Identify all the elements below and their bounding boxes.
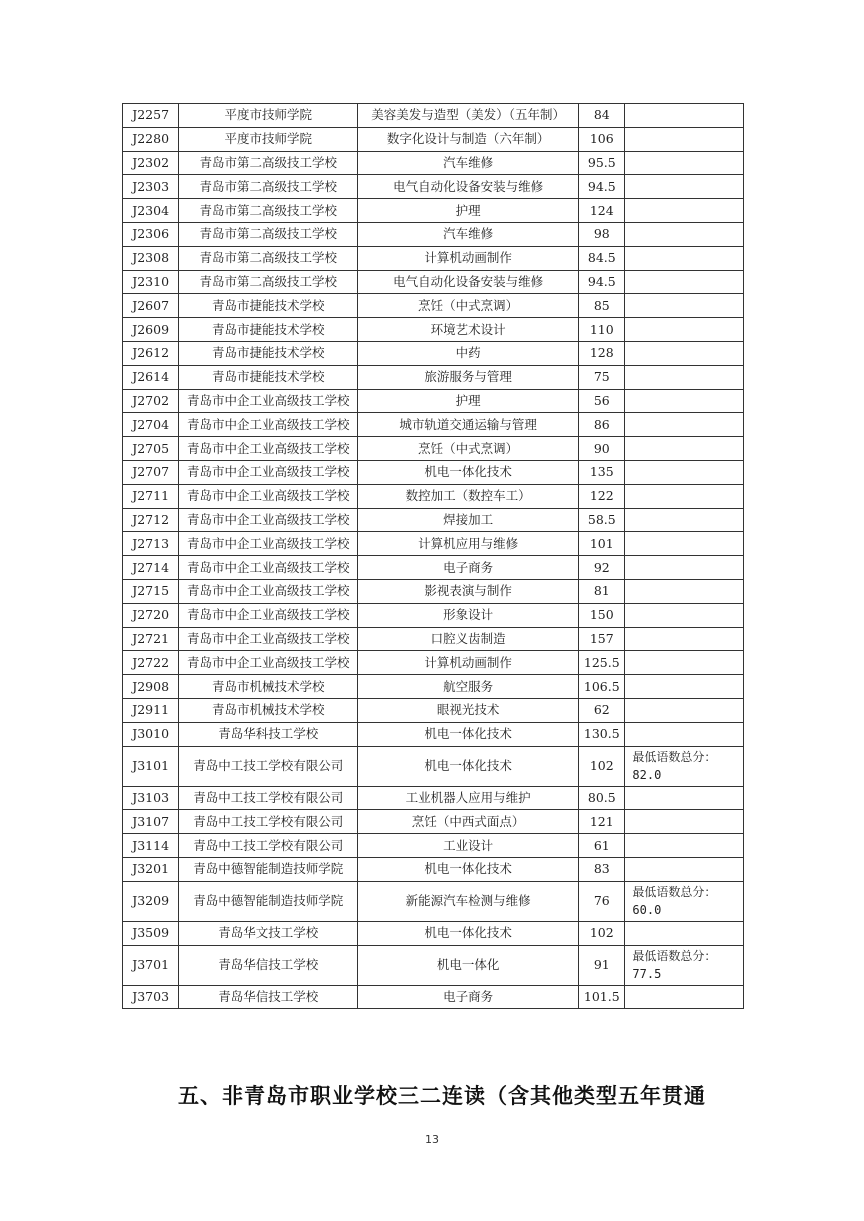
note-cell [625, 460, 744, 484]
code-cell: J3703 [123, 985, 179, 1009]
code-cell: J2705 [123, 437, 179, 461]
score-cell: 91 [579, 945, 625, 985]
code-cell: J2702 [123, 389, 179, 413]
school-cell: 青岛市中企工业高级技工学校 [179, 556, 358, 580]
major-cell: 电子商务 [358, 556, 579, 580]
table-row [123, 484, 744, 508]
code-cell: J2607 [123, 294, 179, 318]
major-cell: 焊接加工 [358, 508, 579, 532]
major-cell: 眼视光技术 [358, 698, 579, 722]
major-cell: 汽车维修 [358, 222, 579, 246]
code-cell: J2911 [123, 698, 179, 722]
table-row [123, 810, 744, 834]
table-row [123, 786, 744, 810]
major-cell: 电气自动化设备安装与维修 [358, 175, 579, 199]
note-cell [625, 786, 744, 810]
major-cell: 影视表演与制作 [358, 579, 579, 603]
school-cell: 青岛市第二高级技工学校 [179, 270, 358, 294]
note-cell [625, 365, 744, 389]
note-cell [625, 199, 744, 223]
code-cell: J2257 [123, 104, 179, 128]
score-cell: 121 [579, 810, 625, 834]
major-cell: 护理 [358, 389, 579, 413]
major-cell: 计算机应用与维修 [358, 532, 579, 556]
major-cell: 计算机动画制作 [358, 246, 579, 270]
school-cell: 青岛市中企工业高级技工学校 [179, 651, 358, 675]
school-cell: 青岛中工技工学校有限公司 [179, 786, 358, 810]
school-cell: 青岛市中企工业高级技工学校 [179, 437, 358, 461]
page-number: 13 [425, 1133, 439, 1146]
major-cell: 工业设计 [358, 834, 579, 858]
table-row [123, 651, 744, 675]
major-cell: 新能源汽车检测与维修 [358, 881, 579, 921]
school-cell: 青岛市中企工业高级技工学校 [179, 532, 358, 556]
score-cell: 84.5 [579, 246, 625, 270]
code-cell: J2612 [123, 341, 179, 365]
table-row [123, 556, 744, 580]
code-cell: J2720 [123, 603, 179, 627]
school-cell: 青岛市捷能技术学校 [179, 341, 358, 365]
note-cell [625, 175, 744, 199]
table-row [123, 175, 744, 199]
score-cell: 92 [579, 556, 625, 580]
code-cell: J3509 [123, 921, 179, 945]
school-cell: 青岛市机械技术学校 [179, 698, 358, 722]
note-cell [625, 675, 744, 699]
score-cell: 58.5 [579, 508, 625, 532]
major-cell: 机电一体化技术 [358, 746, 579, 786]
table-row [123, 532, 744, 556]
table-row [123, 413, 744, 437]
major-cell: 形象设计 [358, 603, 579, 627]
score-cell: 80.5 [579, 786, 625, 810]
note-cell [625, 437, 744, 461]
score-cell: 124 [579, 199, 625, 223]
score-cell: 110 [579, 318, 625, 342]
code-cell: J2303 [123, 175, 179, 199]
note-cell [625, 556, 744, 580]
major-cell: 烹饪（中式烹调） [358, 294, 579, 318]
code-cell: J2614 [123, 365, 179, 389]
score-cell: 62 [579, 698, 625, 722]
school-cell: 青岛中德智能制造技师学院 [179, 857, 358, 881]
major-cell: 护理 [358, 199, 579, 223]
school-cell: 平度市技师学院 [179, 104, 358, 128]
school-cell: 青岛市第二高级技工学校 [179, 151, 358, 175]
code-cell: J3101 [123, 746, 179, 786]
major-cell: 汽车维修 [358, 151, 579, 175]
table-row [123, 921, 744, 945]
school-cell: 青岛市第二高级技工学校 [179, 175, 358, 199]
code-cell: J2712 [123, 508, 179, 532]
major-cell: 口腔义齿制造 [358, 627, 579, 651]
table-row [123, 857, 744, 881]
school-cell: 青岛市机械技术学校 [179, 675, 358, 699]
table-row [123, 603, 744, 627]
school-cell: 青岛市中企工业高级技工学校 [179, 413, 358, 437]
score-cell: 94.5 [579, 175, 625, 199]
score-cell: 101 [579, 532, 625, 556]
score-cell: 102 [579, 746, 625, 786]
score-cell: 106 [579, 127, 625, 151]
score-cell: 61 [579, 834, 625, 858]
table-row [123, 222, 744, 246]
note-cell [625, 389, 744, 413]
score-cell: 157 [579, 627, 625, 651]
score-cell: 84 [579, 104, 625, 128]
table-row [123, 985, 744, 1009]
score-cell: 81 [579, 579, 625, 603]
major-cell: 机电一体化技术 [358, 921, 579, 945]
school-cell: 青岛华信技工学校 [179, 945, 358, 985]
school-cell: 青岛市中企工业高级技工学校 [179, 603, 358, 627]
school-cell: 青岛市中企工业高级技工学校 [179, 579, 358, 603]
note-cell [625, 270, 744, 294]
major-cell: 数字化设计与制造（六年制） [358, 127, 579, 151]
code-cell: J3701 [123, 945, 179, 985]
code-cell: J3209 [123, 881, 179, 921]
note-cell [625, 722, 744, 746]
note-cell [625, 698, 744, 722]
note-cell [625, 651, 744, 675]
admission-score-table [122, 103, 744, 1009]
code-cell: J2280 [123, 127, 179, 151]
code-cell: J2908 [123, 675, 179, 699]
major-cell: 美容美发与造型（美发）（五年制） [358, 104, 579, 128]
code-cell: J2306 [123, 222, 179, 246]
major-cell: 机电一体化技术 [358, 857, 579, 881]
note-cell [625, 318, 744, 342]
section-heading: 五、非青岛市职业学校三二连读（含其他类型五年贯通 [178, 1084, 706, 1108]
code-cell: J2722 [123, 651, 179, 675]
score-cell: 76 [579, 881, 625, 921]
table-row [123, 627, 744, 651]
major-cell: 城市轨道交通运输与管理 [358, 413, 579, 437]
note-cell [625, 127, 744, 151]
table-row [123, 698, 744, 722]
table-row [123, 104, 744, 128]
major-cell: 中药 [358, 341, 579, 365]
major-cell: 机电一体化技术 [358, 722, 579, 746]
note-cell [625, 508, 744, 532]
code-cell: J2711 [123, 484, 179, 508]
table-row [123, 881, 744, 921]
code-cell: J2302 [123, 151, 179, 175]
code-cell: J2308 [123, 246, 179, 270]
major-cell: 机电一体化 [358, 945, 579, 985]
note-cell [625, 985, 744, 1009]
table-row [123, 127, 744, 151]
school-cell: 青岛市第二高级技工学校 [179, 199, 358, 223]
table-row [123, 341, 744, 365]
code-cell: J3107 [123, 810, 179, 834]
major-cell: 计算机动画制作 [358, 651, 579, 675]
note-cell [625, 627, 744, 651]
score-cell: 94.5 [579, 270, 625, 294]
school-cell: 青岛中德智能制造技师学院 [179, 881, 358, 921]
major-cell: 机电一体化技术 [358, 460, 579, 484]
code-cell: J2310 [123, 270, 179, 294]
table-row [123, 460, 744, 484]
score-cell: 95.5 [579, 151, 625, 175]
table-row [123, 294, 744, 318]
score-cell: 128 [579, 341, 625, 365]
table-row [123, 270, 744, 294]
school-cell: 青岛中工技工学校有限公司 [179, 834, 358, 858]
note-cell [625, 246, 744, 270]
school-cell: 青岛市中企工业高级技工学校 [179, 460, 358, 484]
school-cell: 青岛市捷能技术学校 [179, 294, 358, 318]
score-cell: 98 [579, 222, 625, 246]
score-cell: 106.5 [579, 675, 625, 699]
note-cell [625, 810, 744, 834]
school-cell: 青岛中工技工学校有限公司 [179, 746, 358, 786]
school-cell: 青岛市中企工业高级技工学校 [179, 627, 358, 651]
major-cell: 航空服务 [358, 675, 579, 699]
code-cell: J2713 [123, 532, 179, 556]
score-cell: 75 [579, 365, 625, 389]
code-cell: J2714 [123, 556, 179, 580]
table-row [123, 246, 744, 270]
code-cell: J2707 [123, 460, 179, 484]
school-cell: 平度市技师学院 [179, 127, 358, 151]
school-cell: 青岛华科技工学校 [179, 722, 358, 746]
note-cell [625, 484, 744, 508]
code-cell: J2721 [123, 627, 179, 651]
major-cell: 电子商务 [358, 985, 579, 1009]
note-cell [625, 921, 744, 945]
note-cell: 最低语数总分：77.5 [625, 945, 744, 985]
school-cell: 青岛华信技工学校 [179, 985, 358, 1009]
score-cell: 102 [579, 921, 625, 945]
major-cell: 工业机器人应用与维护 [358, 786, 579, 810]
table-row [123, 365, 744, 389]
code-cell: J2609 [123, 318, 179, 342]
table-row [123, 746, 744, 786]
score-cell: 135 [579, 460, 625, 484]
table-row [123, 675, 744, 699]
code-cell: J3103 [123, 786, 179, 810]
table-body [123, 104, 744, 1009]
school-cell: 青岛市第二高级技工学校 [179, 222, 358, 246]
score-cell: 90 [579, 437, 625, 461]
score-cell: 122 [579, 484, 625, 508]
score-cell: 83 [579, 857, 625, 881]
school-cell: 青岛市中企工业高级技工学校 [179, 484, 358, 508]
school-cell: 青岛市捷能技术学校 [179, 318, 358, 342]
note-cell [625, 222, 744, 246]
admission-score-table-container [122, 103, 744, 1009]
table-row [123, 318, 744, 342]
table-row [123, 437, 744, 461]
note-cell: 最低语数总分：60.0 [625, 881, 744, 921]
score-cell: 101.5 [579, 985, 625, 1009]
table-row [123, 945, 744, 985]
note-cell [625, 857, 744, 881]
code-cell: J2304 [123, 199, 179, 223]
major-cell: 烹饪（中西式面点） [358, 810, 579, 834]
code-cell: J3010 [123, 722, 179, 746]
code-cell: J2715 [123, 579, 179, 603]
major-cell: 烹饪（中式烹调） [358, 437, 579, 461]
table-row [123, 579, 744, 603]
score-cell: 85 [579, 294, 625, 318]
note-cell [625, 104, 744, 128]
table-row [123, 151, 744, 175]
major-cell: 数控加工（数控车工） [358, 484, 579, 508]
table-row [123, 834, 744, 858]
school-cell: 青岛市捷能技术学校 [179, 365, 358, 389]
table-row [123, 508, 744, 532]
table-row [123, 389, 744, 413]
note-cell: 最低语数总分：82.0 [625, 746, 744, 786]
note-cell [625, 294, 744, 318]
code-cell: J3114 [123, 834, 179, 858]
note-cell [625, 579, 744, 603]
score-cell: 86 [579, 413, 625, 437]
school-cell: 青岛市中企工业高级技工学校 [179, 508, 358, 532]
school-cell: 青岛中工技工学校有限公司 [179, 810, 358, 834]
note-cell [625, 532, 744, 556]
note-cell [625, 413, 744, 437]
major-cell: 环境艺术设计 [358, 318, 579, 342]
code-cell: J2704 [123, 413, 179, 437]
school-cell: 青岛市第二高级技工学校 [179, 246, 358, 270]
code-cell: J3201 [123, 857, 179, 881]
major-cell: 旅游服务与管理 [358, 365, 579, 389]
score-cell: 125.5 [579, 651, 625, 675]
note-cell [625, 834, 744, 858]
note-cell [625, 151, 744, 175]
major-cell: 电气自动化设备安装与维修 [358, 270, 579, 294]
score-cell: 130.5 [579, 722, 625, 746]
note-cell [625, 341, 744, 365]
school-cell: 青岛市中企工业高级技工学校 [179, 389, 358, 413]
score-cell: 150 [579, 603, 625, 627]
table-row [123, 722, 744, 746]
school-cell: 青岛华文技工学校 [179, 921, 358, 945]
note-cell [625, 603, 744, 627]
score-cell: 56 [579, 389, 625, 413]
table-row [123, 199, 744, 223]
